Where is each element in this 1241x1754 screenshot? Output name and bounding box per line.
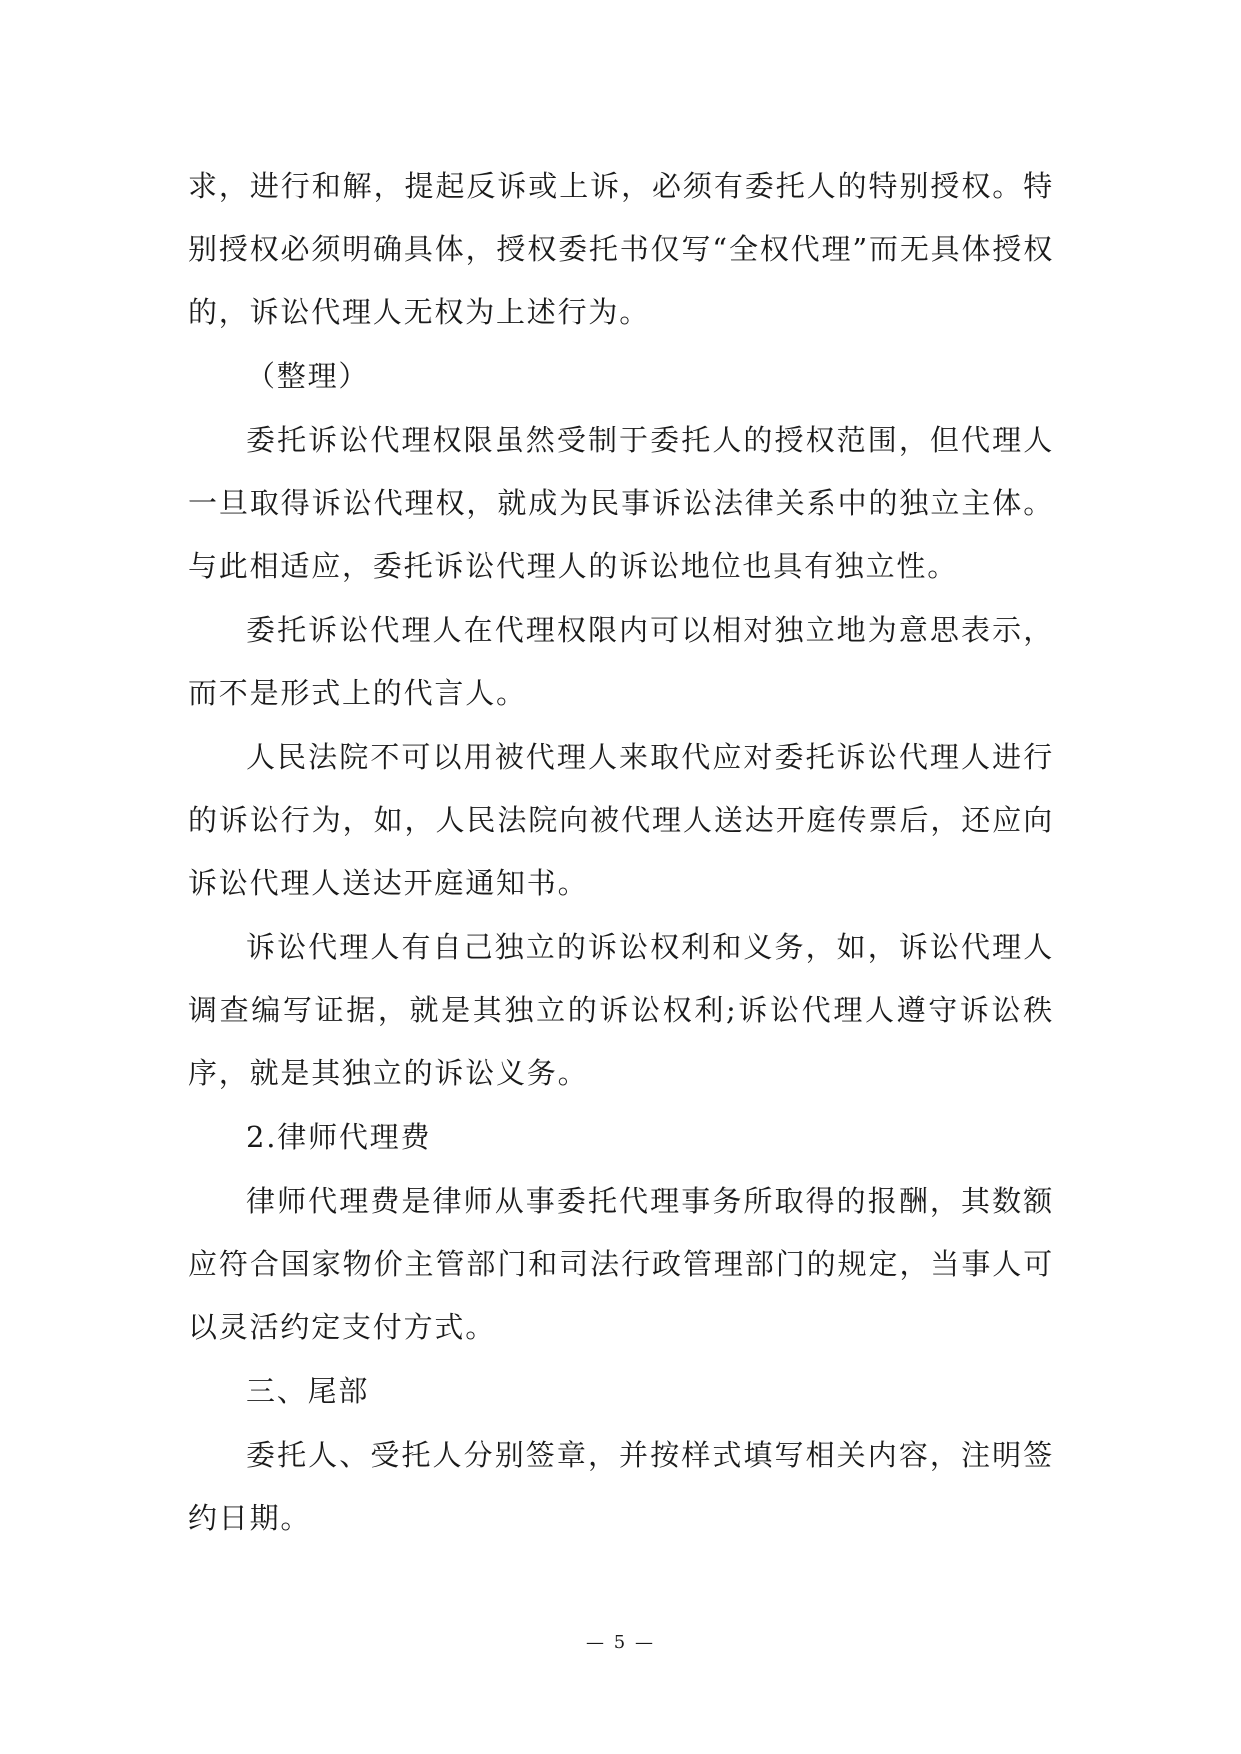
page-number: — 5 — [586,1632,655,1653]
paragraph-continuation: 求，进行和解，提起反诉或上诉，必须有委托人的特别授权。特别授权必须明确具体，授权委托书仅写“全权代理”而无具体授权的，诉讼代理人无权为上述行为。 [188,169,1054,329]
section-heading: 三、尾部 [246,1374,370,1408]
document-body [188,155,1054,1551]
paragraph-body: 律师代理费是律师从事委托代理事务所取得的报酬，其数额应符合国家物价主管部门和司法行政管理部门的规定，当事人可以灵活约定支付方式。 [188,1184,1054,1344]
paragraph-body: 委托诉讼代理人在代理权限内可以相对独立地为意思表示，而不是形式上的代言人。 [188,613,1054,710]
paragraph-body: 委托诉讼代理权限虽然受制于委托人的授权范围，但代理人一旦取得诉讼代理权，就成为民事诉讼法律关系中的独立主体。与此相适应，委托诉讼代理人的诉讼地位也具有独立性。 [188,423,1054,583]
paragraph-note: （整理） [246,359,370,393]
paragraph-body: 委托人、受托人分别签章，并按样式填写相关内容，注明签约日期。 [188,1438,1054,1535]
paragraph-body: 人民法院不可以用被代理人来取代应对委托诉讼代理人进行的诉讼行为，如，人民法院向被代理人送达开庭传票后，还应向诉讼代理人送达开庭通知书。 [188,740,1054,900]
section-heading: 2.律师代理费 [246,1120,432,1154]
paragraph-body: 诉讼代理人有自己独立的诉讼权利和义务，如，诉讼代理人调查编写证据，就是其独立的诉讼权利;诉讼代理人遵守诉讼秩序，就是其独立的诉讼义务。 [188,930,1054,1090]
